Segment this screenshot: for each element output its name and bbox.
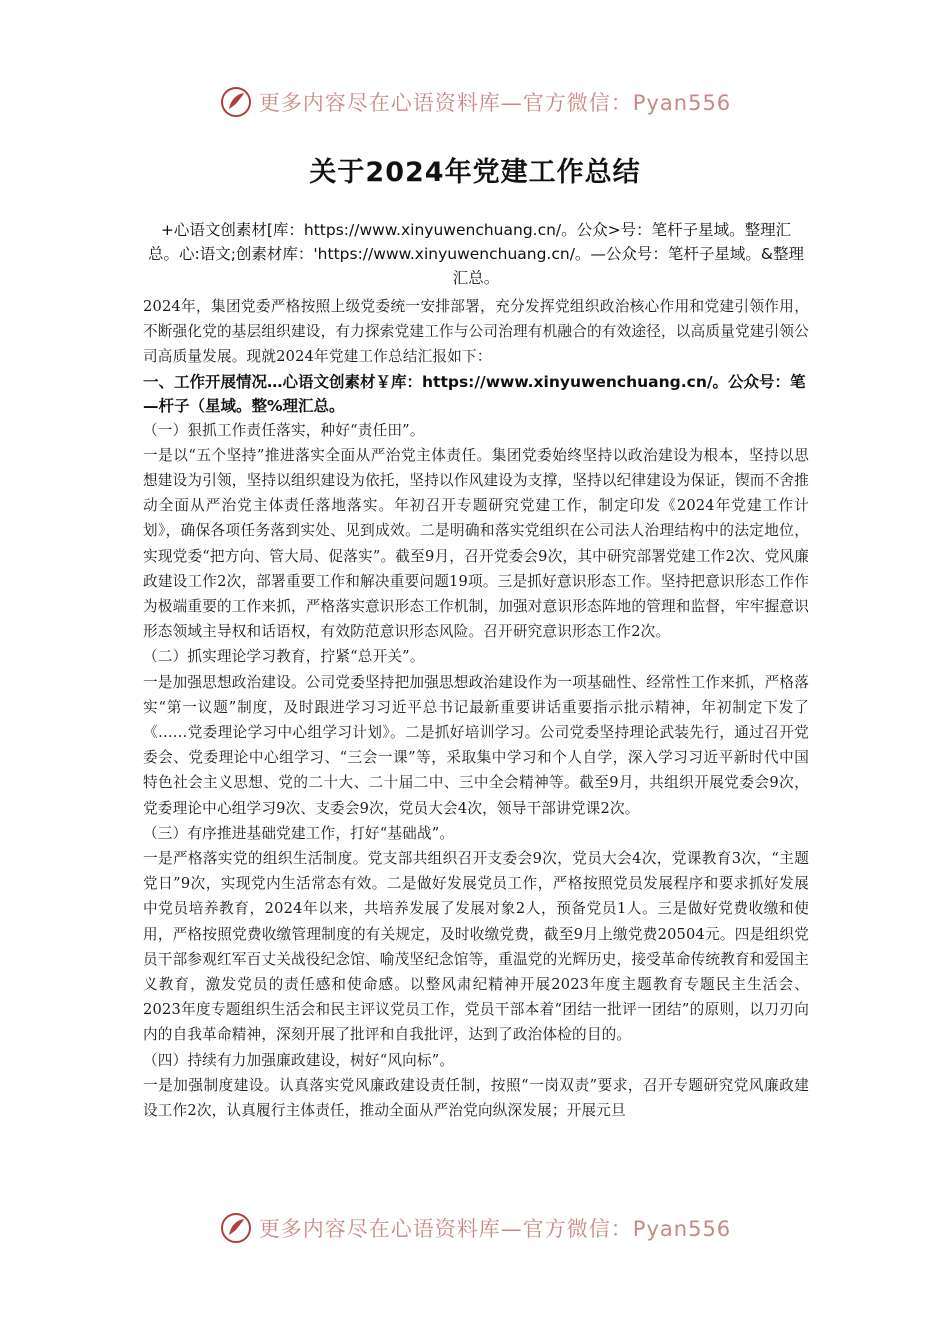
watermark-text: +心语文创素材[库：https://www.xinyuwenchuang.cn/。公众>号：笔杆子星域。整理汇总。心:语文;创素材库：'https://www.xinyuwenchuang.cn/。—公众号：笔杆子星域。&整理汇总。 bbox=[147, 221, 805, 287]
banner-text: 更多内容尽在心语资料库—官方微信：Pyan556 bbox=[258, 91, 732, 115]
subsection-body-2: 一是加强思想政治建设。公司党委坚持把加强思想政治建设作为一项基础性、经常性工作来抓，严格落实“第一议题”制度，及时跟进学习习近平总书记最新重要讲话重要指示批示精神，年初制定下发了《……党委理论学习中心组学习计划》。二是抓好培训学习。公司党委坚持理论武装先行，通过召开党委会、党委理论中心组学习、“三会一课”等，采取集中学习和个人自学，深入学习习近平新时代中国特色社会主义思想、党的二十大、二十届二中、三中全会精神等。截至9月，共组织开展党委会9次，党委理论中心组学习9次、支委会9次，党员大会4次，领导干部讲党课2次。 bbox=[143, 673, 809, 817]
subsection-heading-1: （一）狠抓工作责任落实，种好“责任田”。 bbox=[143, 421, 425, 439]
header-banner bbox=[0, 80, 950, 124]
section-heading: 一、工作开展情况…心语文创素材￥库：https://www.xinyuwenchuang.cn/。公众号：笔—杆子（星域。整%理汇总。 bbox=[143, 372, 806, 415]
subsection-body-4: 一是加强制度建设。认真落实党风廉政建设责任制，按照“一岗双责”要求，召开专题研究党风廉政建设工作2次，认真履行主体责任，推动全面从严治党向纵深发展；开展元旦 bbox=[143, 1076, 809, 1120]
footer-banner bbox=[0, 1206, 950, 1250]
intro-paragraph: 2024年，集团党委严格按照上级党委统一安排部署，充分发挥党组织政治核心作用和党建引领作用，不断强化党的基层组织建设，有力探索党建工作与公司治理有机融合的有效途径，以高质量党建引领公司高质量发展。现就2024年党建工作总结汇报如下： bbox=[143, 298, 809, 366]
subsection-heading-2: （二）抓实理论学习教育，拧紧“总开关”。 bbox=[143, 648, 425, 666]
subsection-heading-3: （三）有序推进基础党建工作，打好“基础战”。 bbox=[143, 824, 455, 842]
logo-icon bbox=[219, 85, 253, 119]
document-body bbox=[143, 218, 809, 1123]
subsection-body-1: 一是以“五个坚持”推进落实全面从严治党主体责任。集团党委始终坚持以政治建设为根本，坚持以思想建设为引领，坚持以组织建设为依托，坚持以作风建设为支撑，坚持以纪律建设为保证，锲而不舍推动全面从严治党主体责任落地落实。年初召开专题研究党建工作，制定印发《2024年党建工作计划》，确保各项任务落到实处、见到成效。二是明确和落实党组织在公司法人治理结构中的法定地位，实现党委“把方向、管大局、促落实”。截至9月，召开党委会9次，其中研究部署党建工作2次、党风廉政建设工作2次，部署重要工作和解决重要问题19项。三是抓好意识形态工作。坚持把意识形态工作作为极端重要的工作来抓，严格落实意识形态工作机制，加强对意识形态阵地的管理和监督，牢牢握意识形态领域主导权和话语权，有效防范意识形态风险。召开研究意识形态工作2次。 bbox=[143, 446, 809, 641]
banner-text: 更多内容尽在心语资料库—官方微信：Pyan556 bbox=[258, 1217, 732, 1241]
subsection-body-3: 一是严格落实党的组织生活制度。党支部共组织召开支委会9次，党员大会4次，党课教育3次，“主题党日”9次，实现党内生活常态有效。二是做好发展党员工作，严格按照党员发展程序和要求抓好发展中党员培养教育，2024年以来，共培养发展了发展对象2人，预备党员1人。三是做好党费收缴和使用，严格按照党费收缴管理制度的有关规定，及时收缴党费，截至9月上缴党费20504元。四是组织党员干部参观红军百丈关战役纪念馆、喻茂坚纪念馆等，重温党的光辉历史，接受革命传统教育和爱国主义教育，激发党员的责任感和使命感。以整风肃纪精神开展2023年度主题教育专题民主生活会、2023年度专题组织生活会和民主评议党员工作，党员干部本着“团结一批评一团结”的原则，以刀刃向内的自我革命精神，深刻开展了批评和自我批评，达到了政治体检的目的。 bbox=[143, 850, 809, 1044]
subsection-heading-4: （四）持续有力加强廉政建设，树好“风向标”。 bbox=[143, 1051, 455, 1069]
logo-icon bbox=[219, 1211, 253, 1245]
document-title: 关于2024年党建工作总结 bbox=[309, 157, 641, 188]
